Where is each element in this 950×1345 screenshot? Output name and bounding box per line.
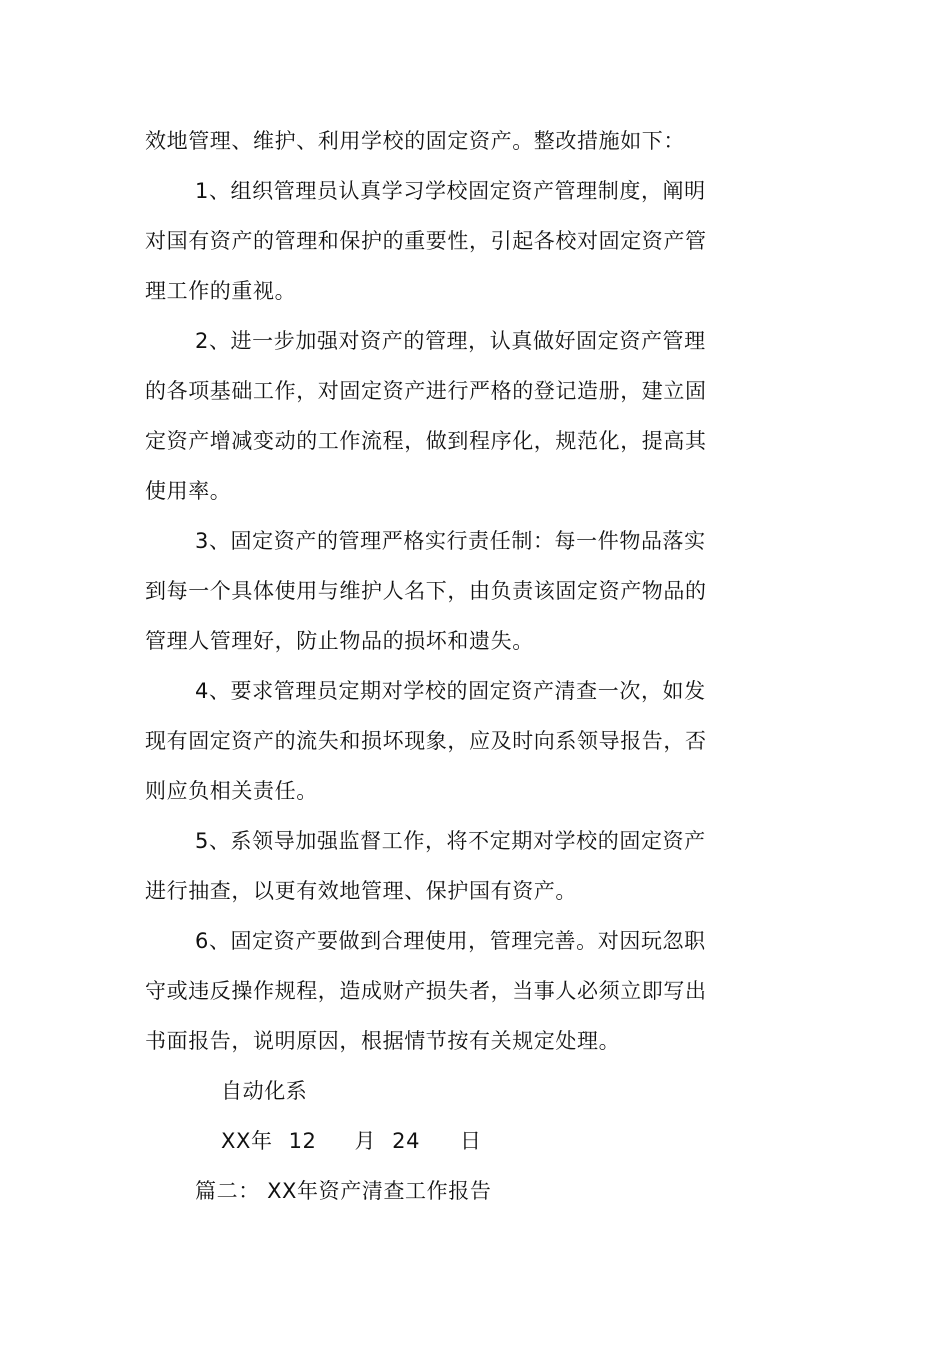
date-day-char: 日 [460,1129,482,1153]
next-section-title: 篇二： XX年资产清查工作报告 [195,1179,492,1203]
text-line: 守或违反操作规程，造成财产损失者，当事人必须立即写出 [145,979,707,1003]
text-line: 效地管理、维护、利用学校的固定资产。整改措施如下： [145,129,685,153]
text-line: 4、要求管理员定期对学校的固定资产清查一次，如发 [195,679,706,703]
signature-date [145,1116,745,1166]
text-line: 的各项基础工作，对固定资产进行严格的登记造册，建立固 [145,379,707,403]
text-line: 2、进一步加强对资产的管理，认真做好固定资产管理 [195,329,706,353]
text-line: 则应负相关责任。 [145,779,318,803]
text-line: 理工作的重视。 [145,279,297,303]
text-line: 对国有资产的管理和保护的重要性，引起各校对固定资产管 [145,229,707,253]
text-line: 5、系领导加强监督工作，将不定期对学校的固定资产 [195,829,706,853]
text-line: 定资产增减变动的工作流程，做到程序化，规范化，提高其 [145,429,707,453]
date-month-number: 12 [288,1129,317,1153]
text-line: 1、组织管理员认真学习学校固定资产管理制度，阐明 [195,179,706,203]
text-line: 到每一个具体使用与维护人名下，由负责该固定资产物品的 [145,579,707,603]
date-year: XX年 [221,1129,273,1153]
text-line: 3、固定资产的管理严格实行责任制：每一件物品落实 [195,529,706,553]
text-line: 现有固定资产的流失和损坏现象，应及时向系领导报告，否 [145,729,707,753]
date-day-number: 24 [392,1129,421,1153]
document-body [145,116,745,1216]
date-month-char: 月 [354,1129,377,1153]
signature-department: 自动化系 [221,1079,308,1103]
text-line: 6、固定资产要做到合理使用，管理完善。对因玩忽职 [195,929,706,953]
text-line: 进行抽查，以更有效地管理、保护国有资产。 [145,879,577,903]
text-line: 管理人管理好，防止物品的损坏和遗失。 [145,629,534,653]
text-line: 书面报告，说明原因，根据情节按有关规定处理。 [145,1029,621,1053]
text-line: 使用率。 [145,479,232,503]
